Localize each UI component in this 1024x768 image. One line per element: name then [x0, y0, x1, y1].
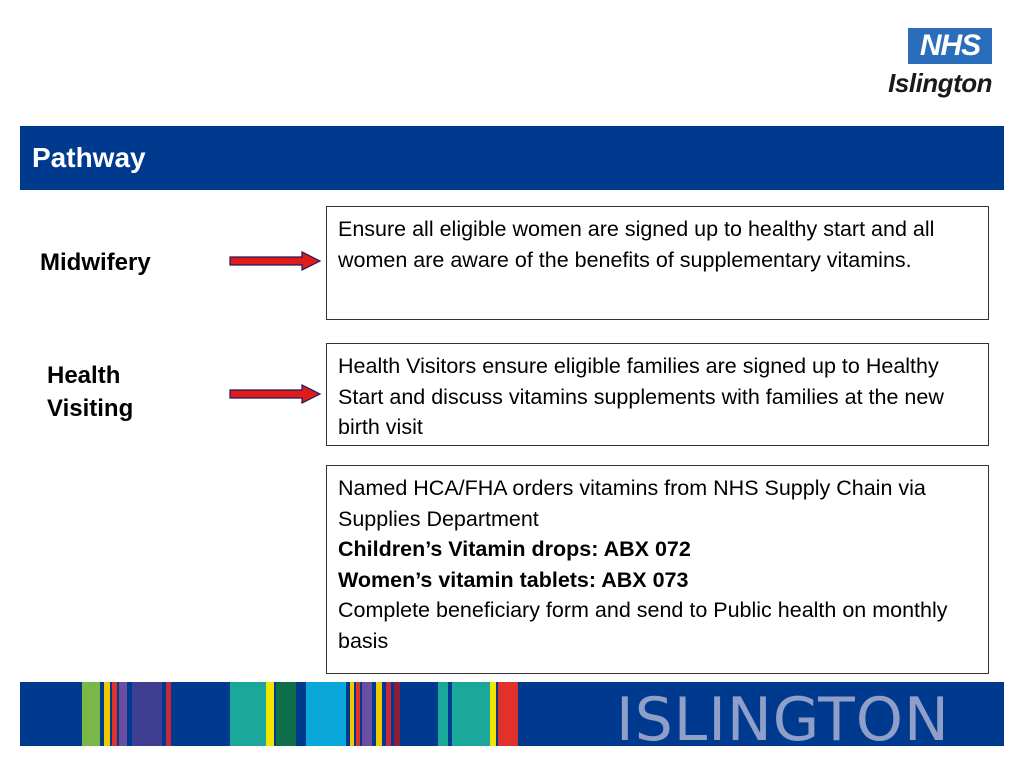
- footer-stripe: [362, 682, 372, 746]
- logo-name: Islington: [888, 68, 992, 98]
- nhs-islington-logo: [872, 28, 992, 98]
- arrow-right-icon: [228, 251, 322, 271]
- footer-stripe: [166, 682, 171, 746]
- footer-stripe: [438, 682, 448, 746]
- footer-stripe: [230, 682, 266, 746]
- footer-stripe: [498, 682, 518, 746]
- footer-stripe: [452, 682, 490, 746]
- arrow-right-icon: [228, 384, 322, 404]
- beneficiary-form-text: Complete beneficiary form and send to Public health on monthly basis: [338, 598, 948, 653]
- health-visiting-text: Health Visitors ensure eligible families are signed up to Healthy Start and discuss vitamins supplements with families at the new birth visit: [338, 354, 944, 439]
- footer-stripe: [119, 682, 127, 746]
- label-midwifery: Midwifery: [40, 249, 151, 276]
- label-health-visiting: Health Visiting: [47, 362, 134, 422]
- midwifery-box: [326, 206, 989, 320]
- footer-stripe: [376, 682, 382, 746]
- footer-stripe: [112, 682, 117, 746]
- footer-wordmark: ISLINGTON: [616, 685, 950, 746]
- footer-stripe: [104, 682, 110, 746]
- footer-stripe: [490, 682, 496, 746]
- midwifery-text: Ensure all eligible women are signed up to healthy start and all women are aware of the benefits of supplementary vitamins.: [338, 217, 935, 272]
- footer-stripe: [394, 682, 400, 746]
- health-visiting-box: [326, 343, 989, 446]
- orders-box: [326, 465, 989, 674]
- footer-stripe: [266, 682, 274, 746]
- footer-stripe: [82, 682, 100, 746]
- footer-stripe: [276, 682, 296, 746]
- orders-text: Named HCA/FHA orders vitamins from NHS Supply Chain via Supplies Department: [338, 476, 926, 531]
- womens-vitamin-code: Women’s vitamin tablets: ABX 073: [338, 567, 689, 592]
- page-title: Pathway: [32, 142, 146, 173]
- nhs-badge: NHS: [908, 28, 992, 64]
- footer-stripe: [356, 682, 360, 746]
- childrens-vitamin-code: Children’s Vitamin drops: ABX 072: [338, 537, 691, 561]
- footer-stripe: [386, 682, 391, 746]
- footer-banner: [20, 682, 1004, 746]
- title-bar: [20, 126, 1004, 190]
- footer-stripe: [350, 682, 354, 746]
- footer-stripe: [306, 682, 346, 746]
- footer-stripe: [132, 682, 162, 746]
